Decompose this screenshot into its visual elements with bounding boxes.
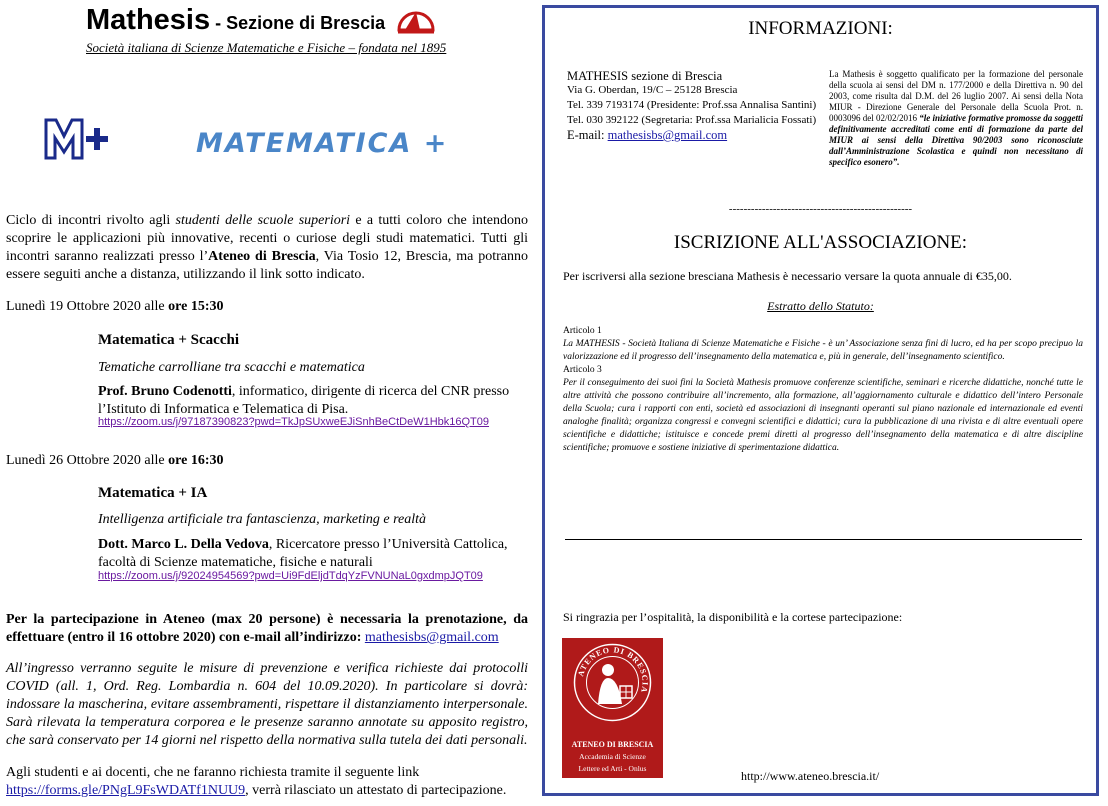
contact-block bbox=[567, 69, 817, 143]
event-1-title: Matematica + Scacchi bbox=[98, 332, 239, 348]
org-email-row: E-mail: mathesisbs@gmail.com bbox=[567, 128, 728, 142]
art-1-label: Articolo 1 bbox=[563, 326, 602, 336]
event-1-date: Lunedì 19 Ottobre 2020 alle ore 15:30 bbox=[6, 299, 224, 314]
ateneo-url: http://www.ateneo.brescia.it/ bbox=[741, 769, 880, 783]
brand-heading bbox=[86, 4, 385, 37]
brand-name: Mathesis bbox=[86, 4, 211, 36]
legal-note: La Mathesis è soggetto qualificato per la formazione del personale della scuola ai sensi del DM n. 177/2000 e della Direttiva n. 90 del 2003, come risulta dal D.M. del 26 luglio 2007. Ai sensi della Nota MIUR - Direzione Generale del Personale della Scuola Prot. n. 0003096 del 02/02/2016 “le iniziative formative promosse da soggetti definitivamente accreditati come enti di formazione da parte del MIUR ai sensi della Direttiva 90/2003 sono riconosciute dall’Amministrazione Scolastica e quindi non necessitano di specifico esonero”. bbox=[829, 69, 1083, 167]
org-name: MATHESIS sezione di Brescia bbox=[567, 69, 723, 83]
info-title: INFORMAZIONI: bbox=[748, 18, 893, 39]
event-1-link-row bbox=[98, 415, 528, 429]
art-3-label: Articolo 3 bbox=[563, 365, 602, 375]
org-email-link[interactable]: mathesisbs@gmail.com bbox=[607, 128, 728, 142]
statuto-text bbox=[563, 325, 1083, 455]
event-2-speaker: Dott. Marco L. Della Vedova, Ricercatore presso l’Università Cattolica, facoltà di Scienze matematiche, fisiche e naturali bbox=[98, 537, 508, 570]
event-2-zoom-link[interactable]: https://zoom.us/j/92024954569?pwd=Ui9FdEljdTdqYzFVNUNaL0gxdmpJQT09 bbox=[98, 570, 483, 582]
org-tel-1: Tel. 339 7193174 (Presidente: Prof.ssa Annalisa Santini) bbox=[567, 99, 817, 111]
event-2-subtitle: Intelligenza artificiale tra fantascienza, marketing e realtà bbox=[98, 512, 427, 527]
event-2-link-row bbox=[98, 569, 528, 583]
horizontal-rule bbox=[565, 539, 1082, 540]
estratto-heading: Estratto dello Statuto: bbox=[767, 299, 874, 313]
dash-divider: -------------------------------------------------- bbox=[728, 203, 913, 215]
m-plus-logo-icon bbox=[42, 114, 120, 164]
intro-paragraph: Ciclo di incontri rivolto agli studenti delle scuole superiori e a tutti coloro che intendono scoprire le applicazioni più innovative, recenti o curiose degli studi matematici. Tutti gli incontri saranno realizzati presso l’Ateneo di Brescia, Via Tosio 12, Brescia, ma potranno essere seguiti anche a distanza, utilizzando il link sotto indicato. bbox=[6, 213, 528, 282]
ateneo-logo bbox=[562, 638, 663, 778]
attestato-paragraph: Agli studenti e ai docenti, che ne faranno richiesta tramite il seguente link https://forms.gle/PNgL9FsWDATf1NUU9, verrà rilasciato un attestato di partecipazione. bbox=[6, 765, 507, 798]
thanks-text: Si ringrazia per l’ospitalità, la disponibilità e la cortese partecipazione: bbox=[563, 610, 903, 624]
ateneo-logo-line-2: Accademia di Scienze bbox=[579, 752, 646, 761]
event-1-zoom-link[interactable]: https://zoom.us/j/97187390823?pwd=TkJpSUxweEJiSnhBeCtDeW1Hbk16QT09 bbox=[98, 416, 490, 428]
info-panel bbox=[542, 5, 1099, 796]
ateneo-logo-line-3: Lettere ed Arti - Onlus bbox=[578, 764, 647, 773]
mathesis-logo-icon bbox=[396, 4, 436, 36]
art-3-text: Per il conseguimento dei suoi fini la Società Mathesis promuove conferenze scientifiche, seminari e ricerche didattiche, nonché tutte le altre attività che possono contribuire all’incremento, alla formazione, all’aggiornamento culturale e didattico dell’intero Personale della Scuola; cura i rapporti con enti, società ed associazioni di insegnanti operanti sul piano nazionale ed internazionale ed eventi analoghe finalità; organizza congressi e convegni scientifici e didattici; cura la pubblicazione di una rivista e di altre eventuali opere scientifiche e didattiche; istituisce e concede premi diretti al progresso dell’insegnamento della matematica e di altre discipline scientifiche; promuove e sostiene iniziative di sperimentazione didattica. bbox=[563, 378, 1083, 453]
event-1-subtitle: Tematiche carrolliane tra scacchi e matematica bbox=[98, 360, 365, 375]
art-1-text: La MATHESIS - Società Italiana di Scienze Matematiche e Fisiche - è un’ Associazione senza fini di lucro, ed ha per scopo precipuo la valorizzazione ed il progresso dell’insegnamento della matematica e, più in generale, dell’insegnamento scientifico. bbox=[563, 339, 1083, 362]
matematica-title: MATEMATICA + bbox=[196, 128, 449, 159]
org-tel-2: Tel. 030 392122 (Segretaria: Prof.ssa Marialicia Fossati) bbox=[567, 114, 817, 126]
covid-paragraph: All’ingresso verranno seguite le misure di prevenzione e verifica richieste dai protocolli COVID (all. 1, Ord. Reg. Lombardia n. 604 del 10.09.2020). In particolare si dovrà: indossare la mascherina, evitare assembramenti, rispettare il distanziamento interpersonale. Sarà rilevata la temperatura corporea e le presenze saranno annotate su apposito registro, che sarà conservato per 14 giorni nel rispetto della normativa sulla tutela dei dati personali. bbox=[6, 661, 528, 748]
booking-email-link[interactable]: mathesisbs@gmail.com bbox=[364, 630, 499, 645]
brand-section: - Sezione di Brescia bbox=[210, 13, 386, 33]
booking-paragraph: Per la partecipazione in Ateneo (max 20 persone) è necessaria la prenotazione, da effettuare (entro il 16 ottobre 2020) con e-mail all’indirizzo: mathesisbs@gmail.com bbox=[6, 612, 528, 645]
svg-text:ATENEO DI BRESCIA: ATENEO DI BRESCIA bbox=[576, 645, 650, 695]
event-1-speaker: Prof. Bruno Codenotti, informatico, dirigente di ricerca del CNR presso l’Istituto di Informatica e Telematica di Pisa. bbox=[98, 384, 510, 417]
ateneo-seal-icon bbox=[572, 642, 653, 723]
left-column bbox=[0, 0, 540, 806]
event-2-title: Matematica + IA bbox=[98, 485, 208, 501]
ateneo-logo-line-1: ATENEO DI BRESCIA bbox=[571, 740, 654, 749]
org-address: Via G. Oberdan, 19/C – 25128 Brescia bbox=[567, 84, 738, 96]
iscrizione-text: Per iscriversi alla sezione bresciana Mathesis è necessario versare la quota annuale di €35,00. bbox=[563, 269, 1012, 283]
iscrizione-title: ISCRIZIONE ALL'ASSOCIAZIONE: bbox=[673, 232, 968, 253]
subtitle: Società italiana di Scienze Matematiche e Fisiche – fondata nel 1895 bbox=[86, 40, 447, 55]
attestato-form-link[interactable]: https://forms.gle/PNgL9FsWDATf1NUU9 bbox=[6, 783, 246, 798]
event-2-date: Lunedì 26 Ottobre 2020 alle ore 16:30 bbox=[6, 453, 224, 468]
